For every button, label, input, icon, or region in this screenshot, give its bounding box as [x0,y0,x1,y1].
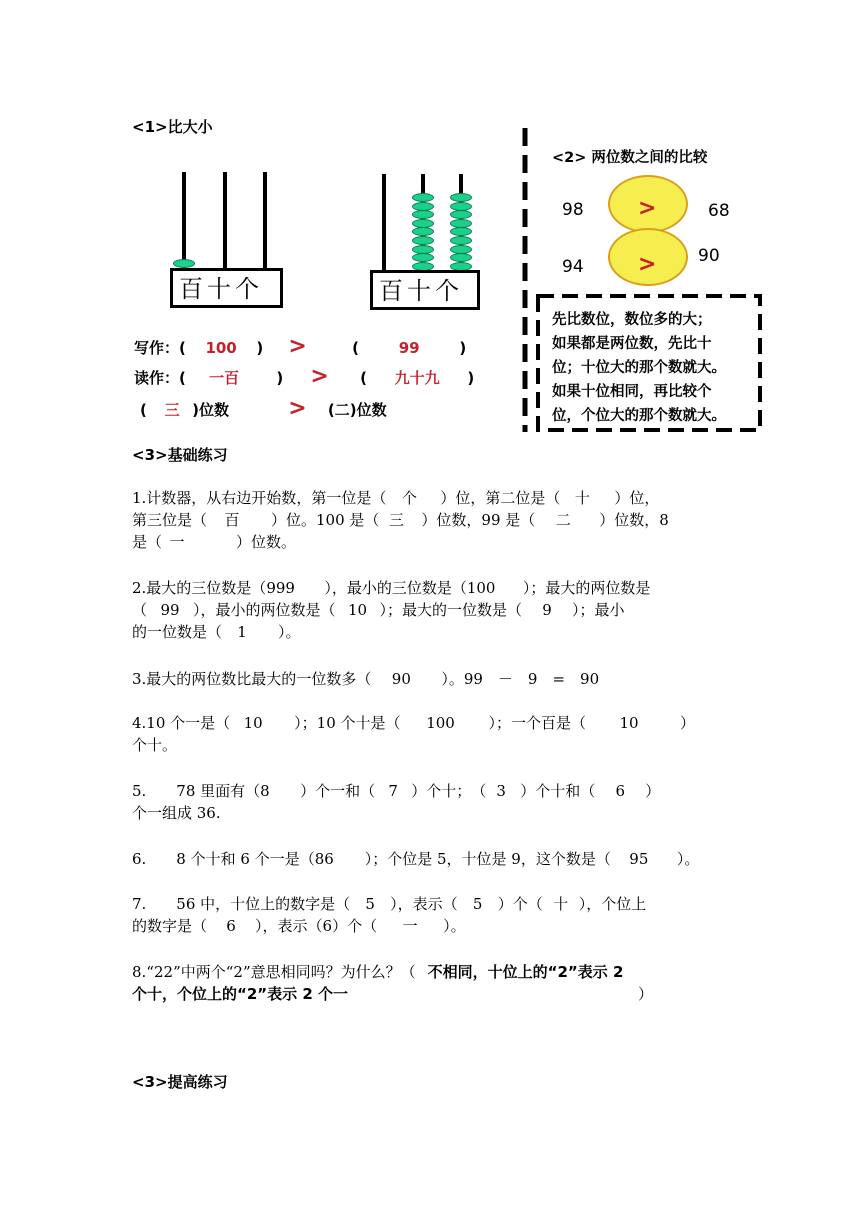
digits-left-value: 三 [164,401,180,419]
answer: 1 [237,623,247,641]
q-text: ）；10 个十是（ [294,714,401,732]
q-text: 个十。 [132,736,178,754]
read-row [134,364,474,389]
q-text: 第三位是（ [132,511,208,529]
gt-symbol: > [288,396,307,421]
read-left-value: 一百 [209,369,240,387]
answer: 6 [615,782,625,800]
answer: 10 [619,714,639,732]
answer: 10 [347,601,368,619]
write-left-value: 100 [205,339,237,357]
answer: 十 [553,895,569,913]
write-row [134,334,466,359]
q-text: 5. 78 里面有（ [132,782,261,800]
answer: 百 [224,511,240,529]
bead [412,236,434,245]
q-text: ） [645,782,661,800]
close-paren: ) [459,339,467,357]
answer: 7 [388,782,398,800]
rule-line: 位；十位大的那个数就大。 [552,360,726,376]
section1-title: <1>比大小 [132,118,213,136]
label-hundreds: 百 [379,277,407,305]
answer: 十 [574,489,590,507]
answer: 100 [426,714,455,732]
q-text: ）个十和（ [520,782,596,800]
q-text: ）；一个百是（ [488,714,587,732]
write-right-value: 99 [398,339,420,357]
close-paren: ) [276,369,284,387]
bead [450,193,472,202]
rule-line: 如果十位相同，再比较个 [552,384,712,400]
q-text: ），最小的两位数是（ [193,601,336,619]
gt-symbol-1: > [638,196,657,221]
rule-line: 位，个位大的那个数就大。 [552,408,726,424]
answer: 5 [365,895,375,913]
gt-symbol: > [288,334,307,359]
answer: 不相同，十位上的“2”表示 2 [427,963,624,981]
rule-line: 如果都是两位数，先比十 [552,336,712,352]
answer: 5 [472,895,483,913]
answer: 100 [466,579,496,597]
answer: 86 [314,850,334,868]
answer: 6 [322,917,333,935]
answer: 二 [555,511,571,529]
q-text: ），个位上 [578,895,647,913]
q-text: ）位。100 是（ [271,511,380,529]
q-text: ）。99 － 9 = 90 [441,670,600,688]
open-paren: ( [140,401,147,419]
label-ones: 个 [435,277,463,305]
open-paren: ( [352,339,359,357]
close-paren: ) [467,369,475,387]
close-paren: ) [256,339,264,357]
q-text: 1.计数器，从右边开始数，第一位是（ [132,489,387,507]
answer: 一 [402,917,418,935]
comparison-rule [552,308,726,428]
answer: 95 [629,850,649,868]
q-text: ） [638,985,654,1003]
gt-symbol: > [310,364,329,389]
question-5 [132,780,660,824]
q-text: ）个（ [497,895,543,913]
question-4 [132,712,695,756]
bead [450,236,472,245]
label-ones: 个 [235,275,263,303]
answer: 9 [542,601,552,619]
q-text: 是（ [132,533,163,551]
bead [412,193,434,202]
pair1-left: 98 [562,200,584,220]
digits-suffix: )位数 [192,401,229,419]
section4-title: <3>提高练习 [132,1073,228,1091]
pair2-right: 90 [698,246,720,266]
answer: 一 [169,533,185,551]
q-text: ）位， [614,489,660,507]
q-text: ）；最小 [572,601,625,619]
q-text: 7. 56 中，十位上的数字是（ [132,895,351,913]
q-text: ）。 [443,917,466,935]
answer: 90 [391,670,411,688]
q-text: ）位，第二位是（ [440,489,561,507]
question-3 [132,668,599,690]
q-text: 的一位数是（ [132,623,223,641]
q-text: （ [132,601,148,619]
q-text: 4.10 个一是（ [132,714,231,732]
q-text: ）个一和（ [300,782,376,800]
question-2 [132,577,650,643]
section3-title: <3>基础练习 [132,446,228,464]
q-text: 的数字是（ [132,917,208,935]
abacus-label-box [370,270,480,310]
question-1 [132,487,669,553]
rod-hundreds [382,174,386,270]
bead [450,210,472,219]
bead [450,253,472,262]
q-text: 3.最大的两位数比最大的一位数多（ [132,670,372,688]
rod-tens [223,172,227,270]
question-6 [132,848,699,870]
q-text: 个一组成 36. [132,804,221,822]
digits-right-value: (二)位数 [327,401,387,419]
open-paren: ( [360,369,367,387]
answer: 三 [388,511,404,529]
q-text: ）；个位是 5，十位是 9，这个数是（ [364,850,611,868]
q-text: 6. 8 个十和 6 个一是（ [132,850,315,868]
q-text: ）位数。 [236,533,297,551]
pair2-left: 94 [562,257,584,277]
question-8 [132,961,653,1005]
section2-title: <2> 两位数之间的比较 [552,150,708,166]
answer: 6 [226,917,236,935]
answer: 3 [496,782,506,800]
q-text: ）位数，99 是（ [421,511,536,529]
q-text: ）个十； （ [411,782,487,800]
read-label: 读作：( [134,369,186,387]
digits-row [140,396,387,421]
q-text: ）个（ [332,917,378,935]
pair1-right: 68 [708,201,730,221]
gt-symbol-2: > [638,252,657,277]
label-tens: 十 [407,277,435,305]
bead [412,253,434,262]
answer: 10 [243,714,263,732]
rod-ones [263,172,267,270]
label-hundreds: 百 [179,275,207,303]
answer: 999 [266,579,295,597]
bead [412,210,434,219]
q-text: ）；最大的一位数是（ [379,601,523,619]
q-text: ）。 [278,623,301,641]
answer: 个十，个位上的“2”表示 2 个一 [132,985,349,1003]
answer: 8 [260,782,270,800]
q-text: ）。 [676,850,700,868]
read-right-value: 九十九 [394,369,440,387]
abacus-label-box [170,268,283,308]
label-tens: 十 [207,275,235,303]
q-text: ） [680,714,696,732]
bead [173,259,195,268]
rod-hundreds [182,172,186,270]
q-text: ），表示（ [255,917,323,935]
q-text: ），表示（ [390,895,458,913]
q-text: ）位数，8 [599,511,669,529]
answer: 个 [401,489,417,507]
q-text: ）；最大的两位数是 [522,579,651,597]
rule-line: 先比数位，数位多的大； [552,312,712,328]
question-7 [132,893,646,937]
q-text: 8.“22”中两个“2”意思相同吗？为什么？（ [132,963,416,981]
write-label: 写作：( [134,339,186,357]
answer: 99 [160,601,180,619]
q-text: ），最小的三位数是（ [324,579,467,597]
q-text: 2.最大的三位数是（ [132,579,267,597]
